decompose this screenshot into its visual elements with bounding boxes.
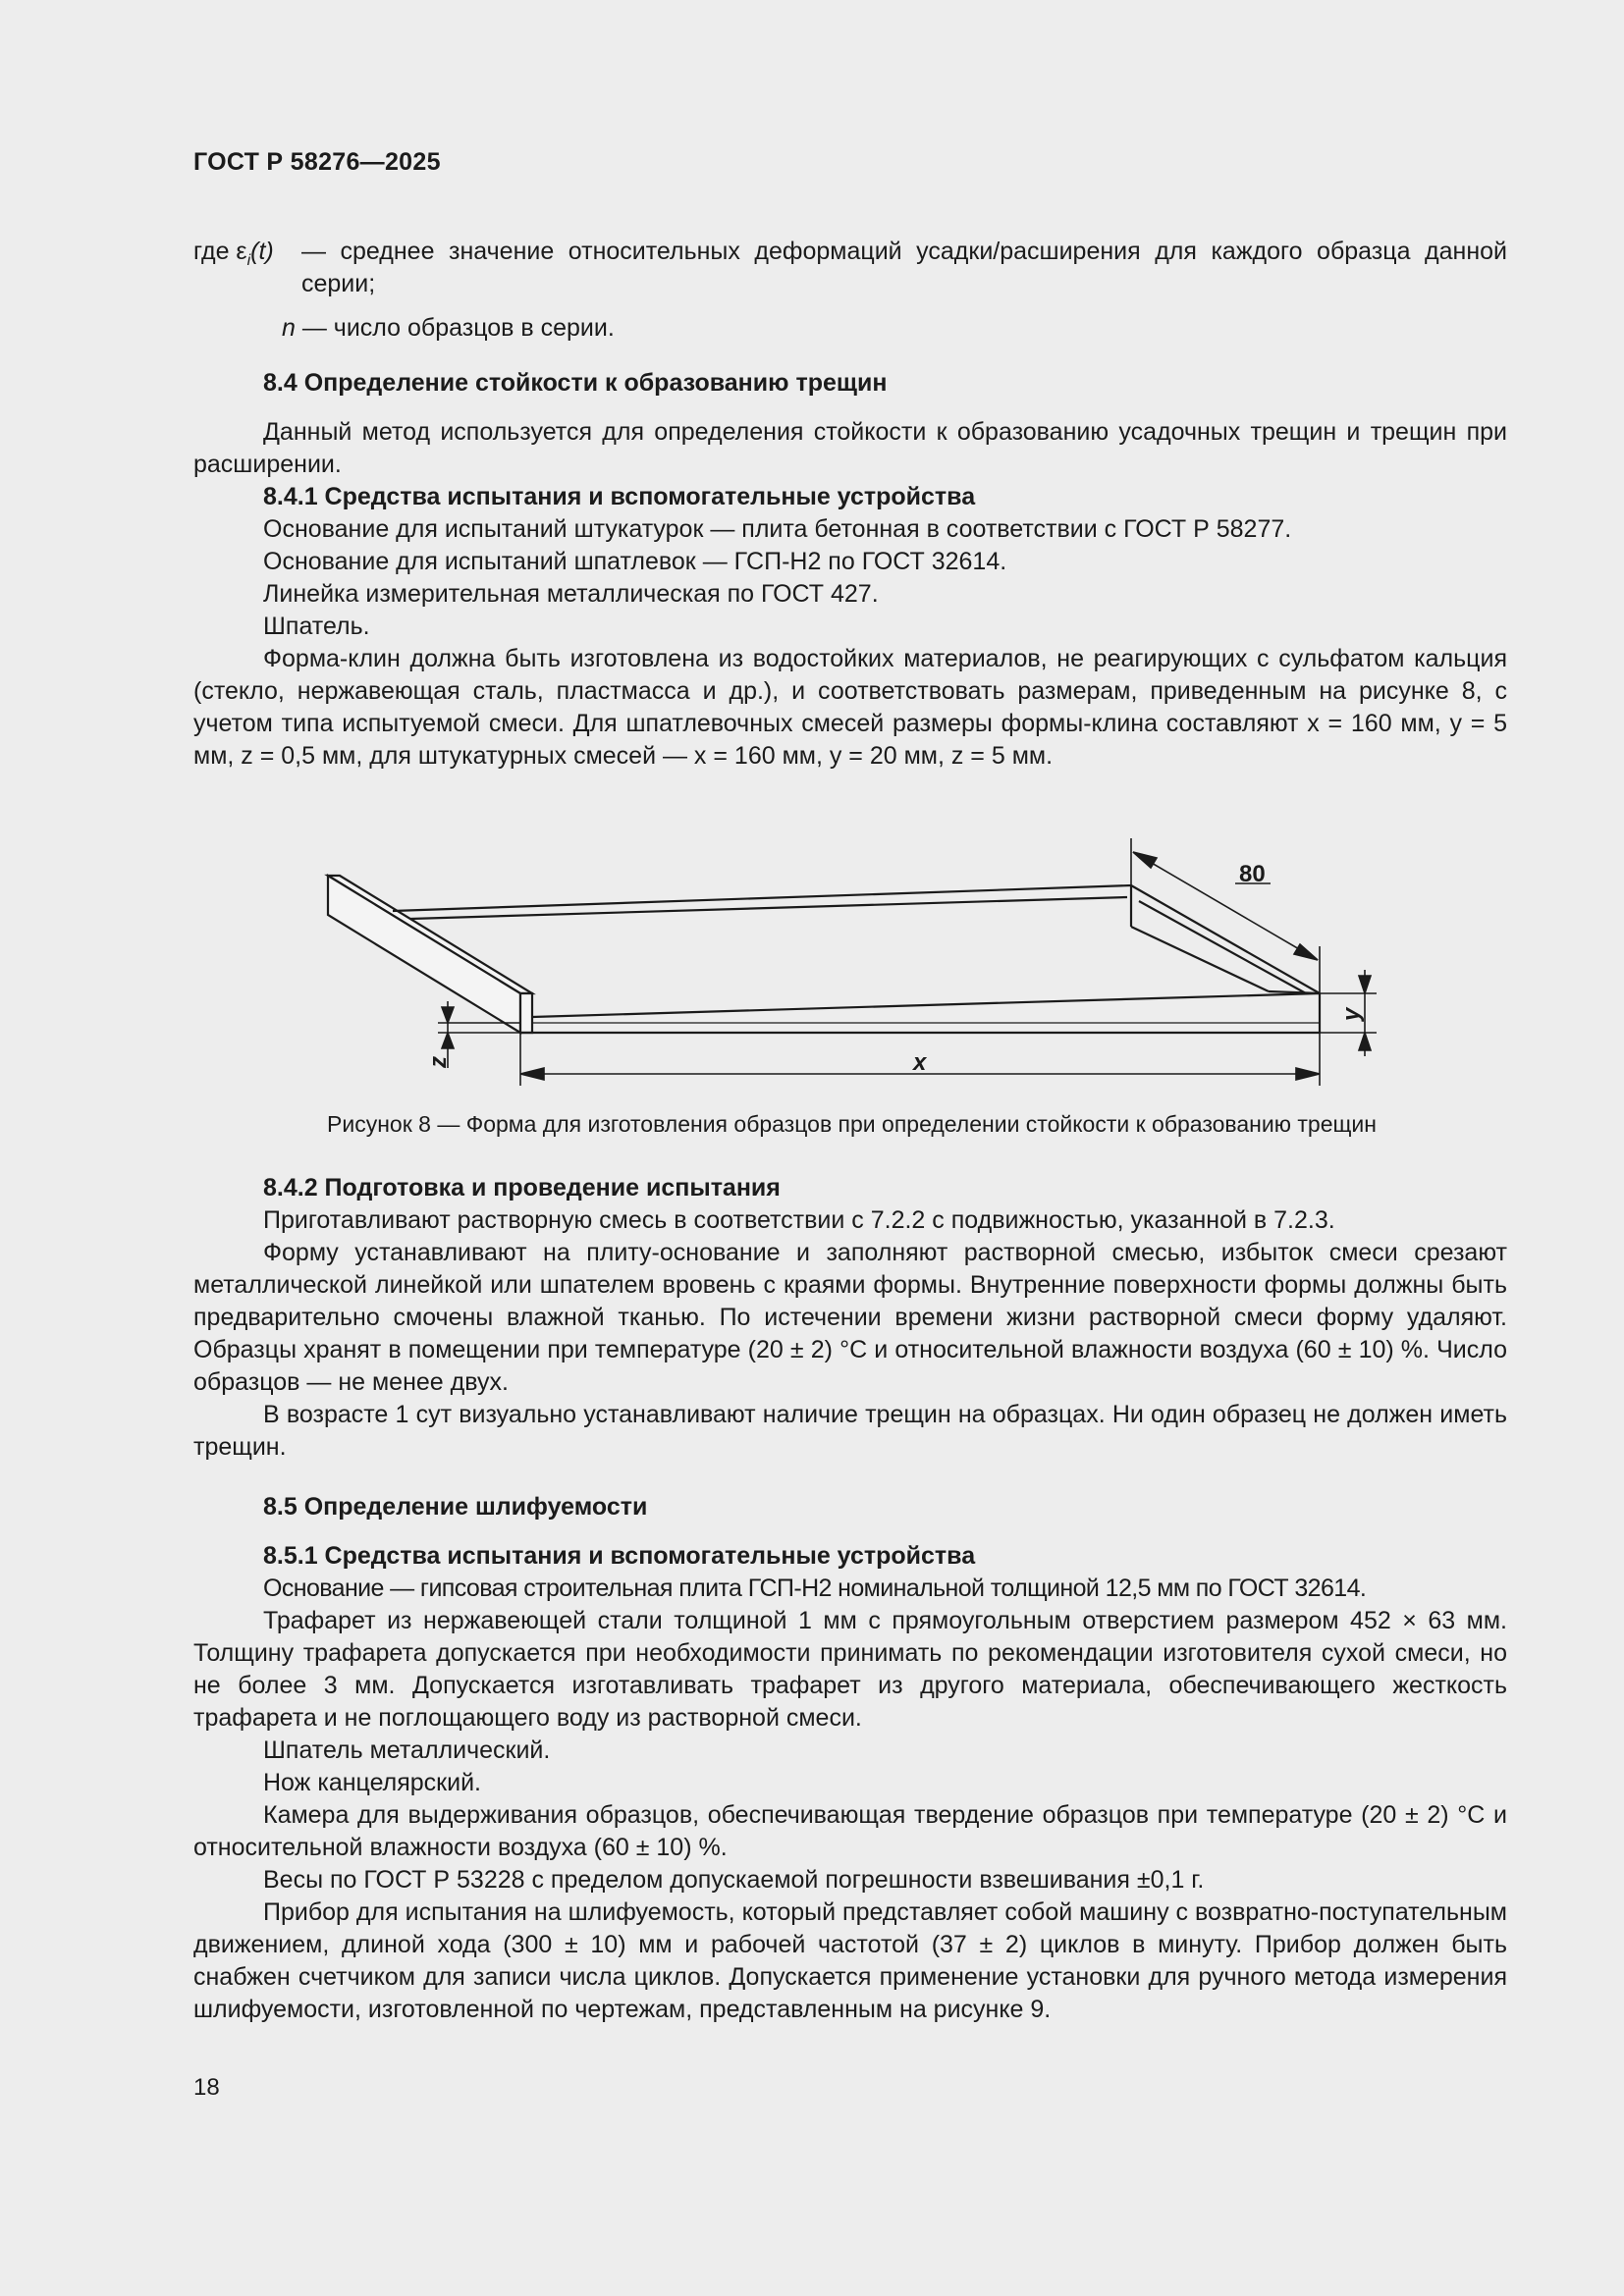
- paragraph: В возрасте 1 сут визуально устанавливают наличие трещин на образцах. Ни один образец не должен иметь трещин.: [193, 1401, 1507, 1461]
- paragraph: Основание — гипсовая строительная плита ГСП-Н2 номинальной толщиной 12,5 мм по ГОСТ 32614.: [263, 1575, 1367, 1602]
- figure-8-drawing: [0, 0, 1624, 1119]
- list-item: Шпатель.: [263, 613, 370, 640]
- section-8-5-1: [193, 1540, 1507, 2026]
- paragraph: Прибор для испытания на шлифуемость, который представляет собой машину с возвратно-поступательным движением, длиной хода (300 ± 10) мм и рабочей частотой (37 ± 2) циклов в минуту. Прибор должен быть снабжен счетчиком для записи числа циклов. Допускается применение установки для ручного метода измерения шлифуемости, изготовленной по чертежам, представленным на рисунке 9.: [193, 1898, 1507, 2023]
- left-wall-end: [520, 993, 532, 1033]
- legend-text-n: — число образцов в серии.: [301, 314, 615, 342]
- document-header: ГОСТ Р 58276—2025: [193, 148, 441, 176]
- list-item: Весы по ГОСТ Р 53228 с пределом допускаемой погрешности взвешивания ±0,1 г.: [263, 1866, 1205, 1894]
- page-number: 18: [193, 2074, 220, 2101]
- subsection-heading: 8.5.1 Средства испытания и вспомогательные устройства: [263, 1542, 976, 1570]
- subsection-heading: 8.4.2 Подготовка и проведение испытания: [263, 1174, 781, 1201]
- list-item: Основание для испытаний штукатурок — плита бетонная в соответствии с ГОСТ Р 58277.: [263, 515, 1292, 543]
- dimension-z-label: z: [425, 1056, 452, 1068]
- section-8-4-2: [193, 1172, 1507, 1464]
- dimension-y-label: y: [1338, 1007, 1365, 1021]
- subsection-heading: 8.4.1 Средства испытания и вспомогательные устройства: [263, 483, 976, 510]
- paragraph: Данный метод используется для определения стойкости к образованию усадочных трещин и трещин при расширении.: [193, 418, 1507, 478]
- legend-symbol-suffix: (t): [250, 238, 274, 265]
- right-side-inner: [1131, 927, 1269, 991]
- section-heading: 8.5 Определение шлифуемости: [263, 1493, 648, 1521]
- section-heading: 8.4 Определение стойкости к образованию трещин: [263, 369, 888, 397]
- figure-8-caption: Рисунок 8 — Форма для изготовления образцов при определении стойкости к образованию трещин: [327, 1111, 1377, 1137]
- legend-symbol-sub: i: [246, 252, 251, 269]
- paragraph: Камера для выдерживания образцов, обеспечивающая твердение образцов при температуре (20 ± 2) °С и относительной влажности воздуха (60 ± 10) %.: [193, 1801, 1507, 1861]
- list-item: Нож канцелярский.: [263, 1769, 481, 1796]
- list-item: Основание для испытаний шпатлевок — ГСП-Н2 по ГОСТ 32614.: [263, 548, 1007, 575]
- legend-symbol-n: n: [282, 314, 296, 342]
- back-rim-inner: [410, 897, 1127, 919]
- paragraph: Форму устанавливают на плиту-основание и заполняют растворной смесью, избыток смеси срезают металлической линейкой или шпателем вровень с краями формы. Внутренние поверхности формы должны быть предварительно смочены влажной тканью. По истечении времени жизни растворной смеси форму удаляют. Образцы хранят в помещении при температуре (20 ± 2) °С и относительной влажности воздуха (60 ± 10) %. Число образцов — не менее двух.: [193, 1239, 1507, 1396]
- paragraph: Трафарет из нержавеющей стали толщиной 1 мм с прямоугольным отверстием размером 452 × 63 мм. Толщину трафарета допускается при необходимости принимать по рекомендации изготовителя сухой смеси, но не более 3 мм. Допускается изготавливать трафарет из другого материала, обеспечивающего жесткость трафарета и не поглощающего воду из растворной смеси.: [193, 1607, 1507, 1732]
- legend-text-epsilon: — среднее значение относительных деформаций усадки/расширения для каждого образца данной серии;: [301, 238, 1507, 297]
- list-item: Линейка измерительная металлическая по ГОСТ 427.: [263, 580, 879, 608]
- list-item: Шпатель металлический.: [263, 1736, 551, 1764]
- front-inner-edge: [532, 993, 1320, 1017]
- legend-symbol-prefix: где ε: [193, 238, 247, 265]
- paragraph: Форма-клин должна быть изготовлена из водостойких материалов, не реагирующих с сульфатом кальция (стекло, нержавеющая сталь, пластмасса и др.), и соответствовать размерам, приведенным на рисунке 8, с учетом типа испытуемой смеси. Для шпатлевочных смесей размеры формы-клина составляют x = 160 мм, y = 5 мм, z = 0,5 мм, для штукатурных смесей — x = 160 мм, y = 20 мм, z = 5 мм.: [193, 645, 1507, 770]
- back-rim-outer: [393, 885, 1131, 911]
- paragraph: Приготавливают растворную смесь в соответствии с 7.2.2 с подвижностью, указанной в 7.2.3.: [263, 1206, 1335, 1234]
- left-wall-face: [328, 876, 520, 1033]
- dimension-80-label: 80: [1239, 861, 1266, 887]
- dimension-x-label: x: [913, 1049, 927, 1076]
- section-8-5: [193, 1491, 1507, 1523]
- right-side-mid: [1139, 901, 1306, 993]
